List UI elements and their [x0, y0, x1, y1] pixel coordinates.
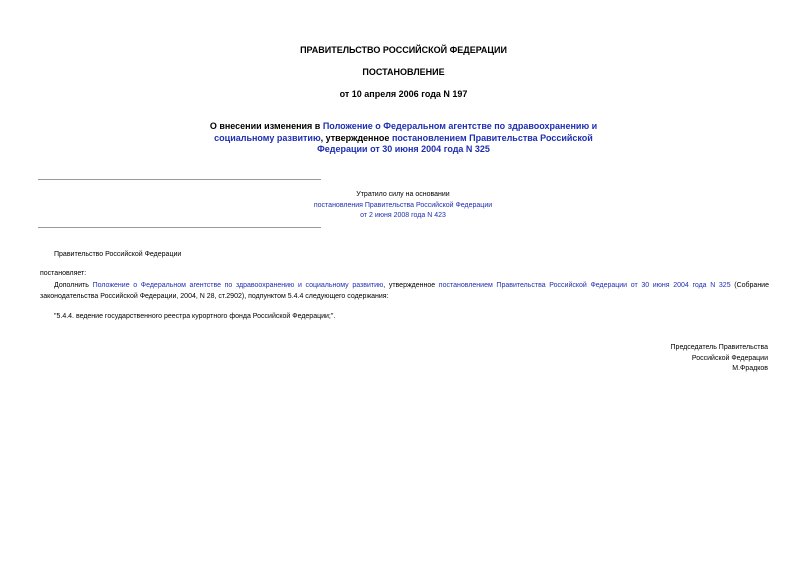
- para-suffix: (Собрание законодательства Российской Федерации, 2004, N 28, ст.2902), подпунктом 5.4.4 следующего содержания:: [40, 282, 769, 300]
- document-date-number: от 10 апреля 2006 года N 197: [339, 89, 468, 99]
- quoted-subclause: "5.4.4. ведение государственного реестра курортного фонда Российской Федерации;".: [54, 313, 336, 320]
- resolves-text: постановляет:: [40, 270, 87, 277]
- amendment-paragraph: [40, 280, 769, 302]
- title-prefix: О внесении изменения в: [209, 121, 323, 131]
- signature-title-line1: Председатель Правительства: [670, 344, 768, 351]
- signature-title-line2: Российской Федерации: [691, 354, 768, 362]
- title-link-resolution[interactable]: постановлением Правительства Российской Федерации от 30 июня 2004 года N 325: [317, 132, 593, 154]
- status-note: [300, 190, 506, 222]
- para-link-resolution[interactable]: постановлением Правительства Российской Федерации от 30 июня 2004 года N 325: [438, 282, 731, 289]
- title-middle: , утвержденное: [320, 132, 392, 143]
- title-link-regulation[interactable]: Положение о Федеральном агентстве по здравоохранению и социальному развитию: [214, 121, 598, 143]
- document-type: ПОСТАНОВЛЕНИЕ: [362, 67, 445, 77]
- status-note-link-date[interactable]: от 2 июня 2008 года N 423: [360, 212, 446, 219]
- divider-top: [38, 179, 321, 180]
- status-note-line1: Утратило силу на основании: [356, 191, 450, 198]
- divider-bottom: [38, 227, 321, 228]
- para-prefix: Дополнить: [54, 282, 93, 289]
- government-name: ПРАВИТЕЛЬСТВО РОССИЙСКОЙ ФЕДЕРАЦИИ: [300, 45, 507, 55]
- document-title: [200, 121, 607, 156]
- para-link-regulation[interactable]: Положение о Федеральном агентстве по здравоохранению и социальному развитию: [92, 282, 384, 289]
- status-note-link-resolution[interactable]: постановления Правительства Российской Федерации: [313, 201, 493, 209]
- para-middle: , утвержденное: [383, 282, 439, 289]
- signature-name: М.Фрадков: [732, 365, 768, 372]
- intro-text: Правительство Российской Федерации: [54, 251, 182, 258]
- signature-block: [671, 343, 768, 375]
